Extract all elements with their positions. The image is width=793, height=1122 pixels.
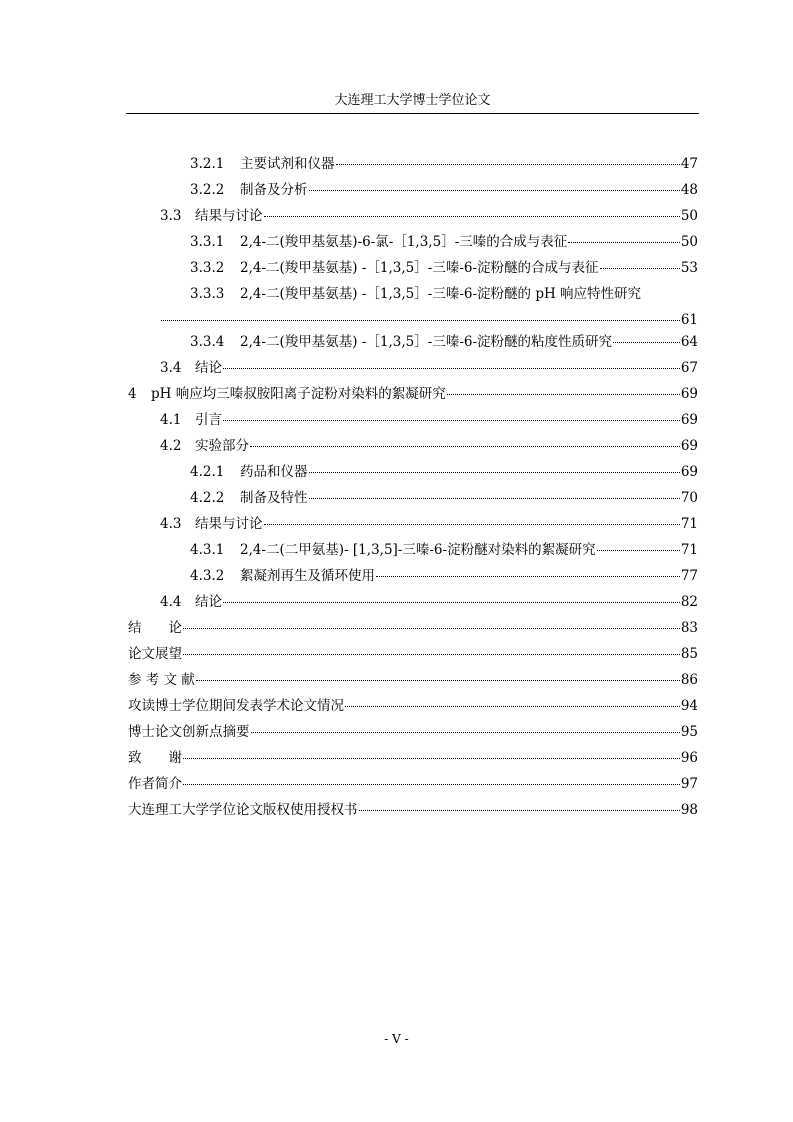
toc-entry[interactable] — [190, 462, 698, 482]
toc-entry-title: 引言 — [195, 412, 222, 428]
toc-entry[interactable] — [190, 154, 698, 174]
toc-entry-number: 4.4 — [160, 594, 182, 610]
toc-entry-title: 2,4-二(二甲氨基)- [1,3,5]-三嗪-6-淀粉醚对染料的絮凝研究 — [240, 542, 596, 558]
toc-entry[interactable] — [190, 488, 698, 508]
toc-entry-page: 70 — [680, 490, 698, 506]
toc-entry[interactable] — [190, 566, 698, 586]
toc-leader-dots — [376, 563, 680, 577]
toc-entry-number: 4.2.2 — [190, 490, 225, 506]
toc-entry-page: 67 — [680, 360, 698, 376]
toc-leader-dots — [600, 255, 680, 269]
toc-entry[interactable] — [160, 436, 698, 456]
toc-leader-dots — [264, 203, 680, 217]
page-number-footer: - V - — [384, 1032, 409, 1046]
toc-leader-dots — [183, 771, 680, 785]
running-header: 大连理工大学博士学位论文 — [334, 93, 491, 108]
toc-entry-number: 3.3 — [160, 208, 182, 224]
toc-entry-title: 实验部分 — [195, 438, 249, 454]
toc-entry-title: 结论 — [195, 360, 222, 376]
toc-entry-title: 博士论文创新点摘要 — [128, 724, 250, 740]
toc-entry-page: 77 — [680, 568, 698, 584]
toc-entry-number: 3.2.1 — [190, 156, 225, 172]
toc-entry-page: 94 — [680, 698, 698, 714]
toc-entry[interactable] — [128, 800, 698, 820]
toc-entry-page: 85 — [680, 646, 698, 662]
toc-entry[interactable] — [190, 180, 698, 200]
toc-entry-title: 2,4-二(羧甲基氨基) -［1,3,5］-三嗪-6-淀粉醚的粘度性质研究 — [240, 334, 613, 350]
toc-entry-number: 3.4 — [160, 360, 182, 376]
toc-entry-title: 2,4-二(羧甲基氨基) -［1,3,5］-三嗪-6-淀粉醚的 pH 响应特性研究 — [240, 286, 642, 302]
toc-entry-wrapped-second-line[interactable] — [160, 310, 698, 330]
toc-entry-title: 絮凝剂再生及循环使用 — [240, 568, 375, 584]
toc-leader-dots — [250, 433, 680, 447]
toc-entry-page: 48 — [680, 182, 698, 198]
toc-entry[interactable] — [128, 618, 698, 638]
toc-entry-number: 3.2.2 — [190, 182, 225, 198]
toc-entry-page: 71 — [680, 542, 698, 558]
toc-entry-page: 98 — [680, 802, 698, 818]
toc-entry[interactable] — [190, 258, 698, 278]
toc-entry-title: pH 响应均三嗪叔胺阳离子淀粉对染料的絮凝研究 — [151, 386, 446, 402]
toc-entry-title: 论文展望 — [128, 646, 182, 662]
toc-entry[interactable] — [128, 644, 698, 664]
toc-entry-page: 97 — [680, 776, 698, 792]
toc-entry-number: 4 — [128, 386, 137, 402]
toc-entry[interactable] — [128, 670, 698, 690]
toc-entry[interactable] — [128, 696, 698, 716]
toc-leader-dots — [183, 641, 680, 655]
toc-entry-title: 结 论 — [128, 620, 182, 636]
toc-entry-number: 3.3.1 — [190, 234, 225, 250]
toc-entry-number: 4.3 — [160, 516, 182, 532]
toc-entry-page: 47 — [680, 156, 698, 172]
toc-entry-page: 82 — [680, 594, 698, 610]
toc-entry-number: 3.3.2 — [190, 260, 225, 276]
toc-entry[interactable] — [160, 410, 698, 430]
toc-entry-page: 69 — [680, 386, 698, 402]
toc-entry-title: 结果与讨论 — [195, 516, 263, 532]
toc-entry-page: 53 — [680, 260, 698, 276]
toc-entry-page: 64 — [680, 334, 698, 350]
toc-leader-dots — [223, 589, 680, 603]
toc-entry-title: 主要试剂和仪器 — [240, 156, 335, 172]
toc-entry-page: 61 — [680, 312, 698, 328]
toc-entry[interactable] — [190, 332, 698, 352]
toc-entry-number: 4.2 — [160, 438, 182, 454]
toc-entry-title: 参 考 文 献 — [128, 672, 195, 688]
toc-entry-title: 制备及特性 — [240, 490, 308, 506]
toc-leader-dots — [309, 177, 680, 191]
toc-entry-page: 50 — [680, 208, 698, 224]
toc-entry-title: 攻读博士学位期间发表学术论文情况 — [128, 698, 344, 714]
toc-leader-dots — [568, 229, 680, 243]
toc-leader-dots — [345, 693, 680, 707]
toc-entry[interactable] — [160, 206, 698, 226]
toc-entry-page: 86 — [680, 672, 698, 688]
toc-entry-number: 3.3.3 — [190, 286, 225, 302]
toc-entry-title: 2,4-二(羧甲基氨基) -［1,3,5］-三嗪-6-淀粉醚的合成与表征 — [240, 260, 599, 276]
toc-leader-dots — [309, 485, 680, 499]
toc-entry-number: 4.3.1 — [190, 542, 225, 558]
toc-entry-title: 制备及分析 — [240, 182, 308, 198]
toc-leader-dots — [196, 667, 680, 681]
toc-entry-title: 作者简介 — [128, 776, 182, 792]
toc-leader-dots — [447, 381, 680, 395]
toc-entry-page: 96 — [680, 750, 698, 766]
toc-entry[interactable] — [160, 592, 698, 612]
toc-entry-page: 69 — [680, 464, 698, 480]
toc-leader-dots — [183, 615, 680, 629]
toc-entry[interactable] — [128, 748, 698, 768]
toc-entry-page: 83 — [680, 620, 698, 636]
toc-entry-number: 4.1 — [160, 412, 182, 428]
toc-entry-title: 结论 — [195, 594, 222, 610]
toc-leader-dots — [264, 511, 680, 525]
toc-entry-number: 4.3.2 — [190, 568, 225, 584]
toc-entry-number: 3.3.4 — [190, 334, 225, 350]
toc-entry-number: 4.2.1 — [190, 464, 225, 480]
header-rule — [126, 113, 699, 114]
toc-leader-dots — [251, 719, 680, 733]
toc-entry-title: 结果与讨论 — [195, 208, 263, 224]
toc-leader-dots — [223, 355, 680, 369]
toc-entry[interactable] — [160, 514, 698, 534]
toc-leader-dots — [161, 307, 680, 321]
toc-entry-wrapped-first-line[interactable] — [190, 284, 641, 304]
toc-entry[interactable] — [128, 774, 698, 794]
toc-leader-dots — [359, 797, 680, 811]
toc-entry[interactable] — [160, 358, 698, 378]
toc-leader-dots — [223, 407, 680, 421]
toc-leader-dots — [597, 537, 680, 551]
toc-entry[interactable] — [190, 540, 698, 560]
toc-entry[interactable] — [190, 232, 698, 252]
toc-entry-title: 药品和仪器 — [240, 464, 308, 480]
toc-entry[interactable] — [128, 384, 698, 404]
toc-entry-page: 69 — [680, 412, 698, 428]
toc-entry-page: 71 — [680, 516, 698, 532]
toc-entry[interactable] — [128, 722, 698, 742]
toc-leader-dots — [613, 329, 680, 343]
toc-leader-dots — [336, 151, 680, 165]
toc-entry-title: 大连理工大学学位论文版权使用授权书 — [128, 802, 358, 818]
toc-entry-title: 2,4-二(羧甲基氨基)-6-氯-［1,3,5］-三嗪的合成与表征 — [240, 234, 568, 250]
toc-entry-page: 50 — [680, 234, 698, 250]
toc-leader-dots — [183, 745, 680, 759]
toc-entry-title: 致 谢 — [128, 750, 182, 766]
toc-entry-page: 95 — [680, 724, 698, 740]
toc-leader-dots — [309, 459, 680, 473]
toc-entry-page: 69 — [680, 438, 698, 454]
